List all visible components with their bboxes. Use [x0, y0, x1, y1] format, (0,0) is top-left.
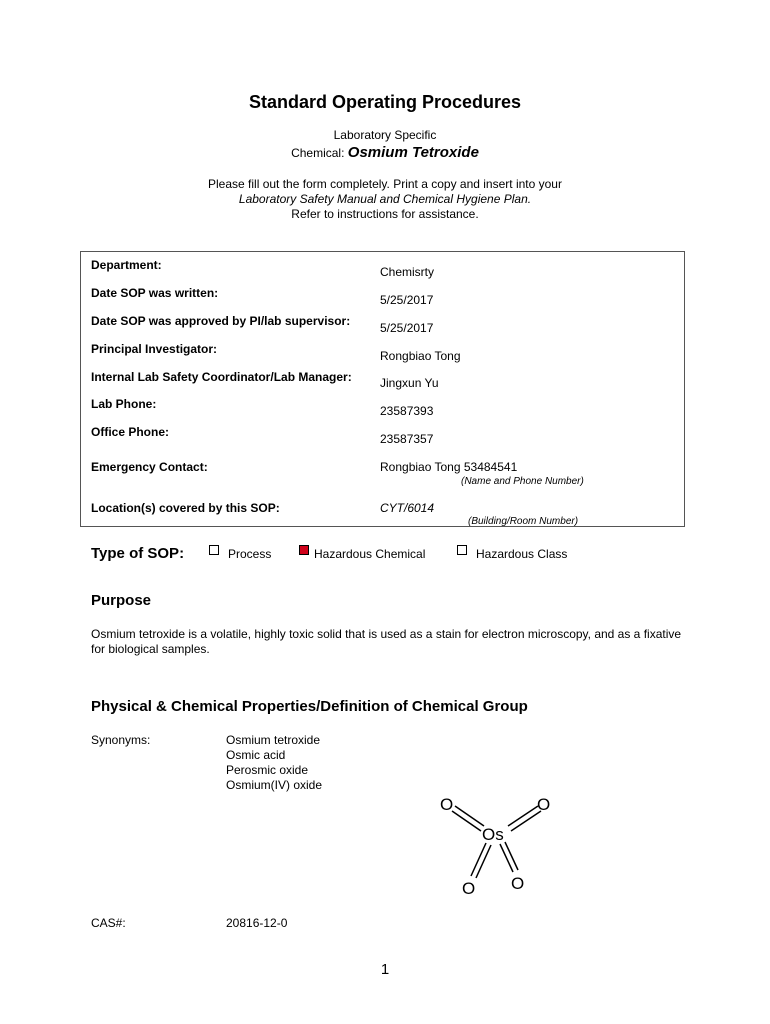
instructions-line-3: Refer to instructions for assistance.: [291, 207, 479, 221]
synonym-item: Perosmic oxide: [226, 763, 309, 777]
synonyms-label: Synonyms:: [91, 733, 151, 747]
location-label: Location(s) covered by this SOP:: [91, 501, 280, 515]
date-approved-label: Date SOP was approved by PI/lab supervisor:: [91, 314, 351, 328]
chemical-label: Chemical:: [291, 146, 345, 160]
safety-coordinator-label: Internal Lab Safety Coordinator/Lab Manager:: [91, 370, 352, 384]
safety-coordinator-value: Jingxun Yu: [380, 376, 439, 390]
principal-investigator-value: Rongbiao Tong: [380, 349, 461, 363]
oxygen-atom-label: O: [440, 795, 454, 814]
process-option-label: Process: [228, 547, 272, 561]
synonym-item: Osmic acid: [226, 748, 286, 762]
office-phone-value: 23587357: [380, 432, 434, 446]
cas-label: CAS#:: [91, 916, 126, 930]
hazardous-class-checkbox[interactable]: [457, 545, 467, 555]
hazardous-class-option-label: Hazardous Class: [476, 547, 568, 561]
cas-value: 20816-12-0: [226, 916, 288, 930]
oxygen-atom-label: O: [511, 874, 525, 893]
page-number: 1: [380, 961, 390, 978]
oxygen-atom-label: O: [462, 879, 476, 898]
instructions-line-2: Laboratory Safety Manual and Chemical Hygiene Plan.: [238, 192, 532, 206]
page-title: Standard Operating Procedures: [248, 92, 522, 112]
synonym-item: Osmium(IV) oxide: [226, 778, 323, 792]
date-written-label: Date SOP was written:: [91, 286, 219, 300]
synonym-item: Osmium tetroxide: [226, 733, 321, 747]
location-value: CYT/6014: [380, 501, 435, 515]
emergency-contact-note: (Name and Phone Number): [461, 476, 584, 487]
date-approved-value: 5/25/2017: [380, 321, 434, 335]
department-value: Chemisrty: [380, 265, 435, 279]
sop-type-label: Type of SOP:: [91, 545, 185, 562]
emergency-contact-label: Emergency Contact:: [91, 460, 208, 474]
osmium-tetroxide-structure: [430, 788, 560, 900]
process-checkbox[interactable]: [209, 545, 219, 555]
location-note: (Building/Room Number): [468, 516, 579, 527]
purpose-heading: Purpose: [91, 592, 152, 609]
instructions-line-1: Please fill out the form completely. Print a copy and insert into your: [208, 177, 562, 191]
date-written-value: 5/25/2017: [380, 293, 434, 307]
department-label: Department:: [91, 258, 162, 272]
principal-investigator-label: Principal Investigator:: [91, 342, 218, 356]
page-subtitle: Laboratory Specific: [333, 128, 437, 142]
synonyms-list: [226, 733, 322, 793]
oxygen-atom-label: O: [537, 795, 551, 814]
chemical-line: [0, 144, 770, 161]
hazardous-chemical-option-label: Hazardous Chemical: [314, 547, 426, 561]
emergency-contact-value: Rongbiao Tong 53484541: [380, 460, 518, 474]
lab-phone-label: Lab Phone:: [91, 397, 157, 411]
chemical-name: Osmium Tetroxide: [347, 144, 479, 161]
hazardous-chemical-checkbox[interactable]: [299, 545, 309, 555]
purpose-text: Osmium tetroxide is a volatile, highly toxic solid that is used as a stain for electron microscopy, and as a fixative for biological samples.: [91, 627, 682, 656]
properties-heading: Physical & Chemical Properties/Definition of Chemical Group: [91, 698, 528, 715]
osmium-atom-label: Os: [482, 825, 504, 844]
office-phone-label: Office Phone:: [91, 425, 170, 439]
lab-phone-value: 23587393: [380, 404, 434, 418]
